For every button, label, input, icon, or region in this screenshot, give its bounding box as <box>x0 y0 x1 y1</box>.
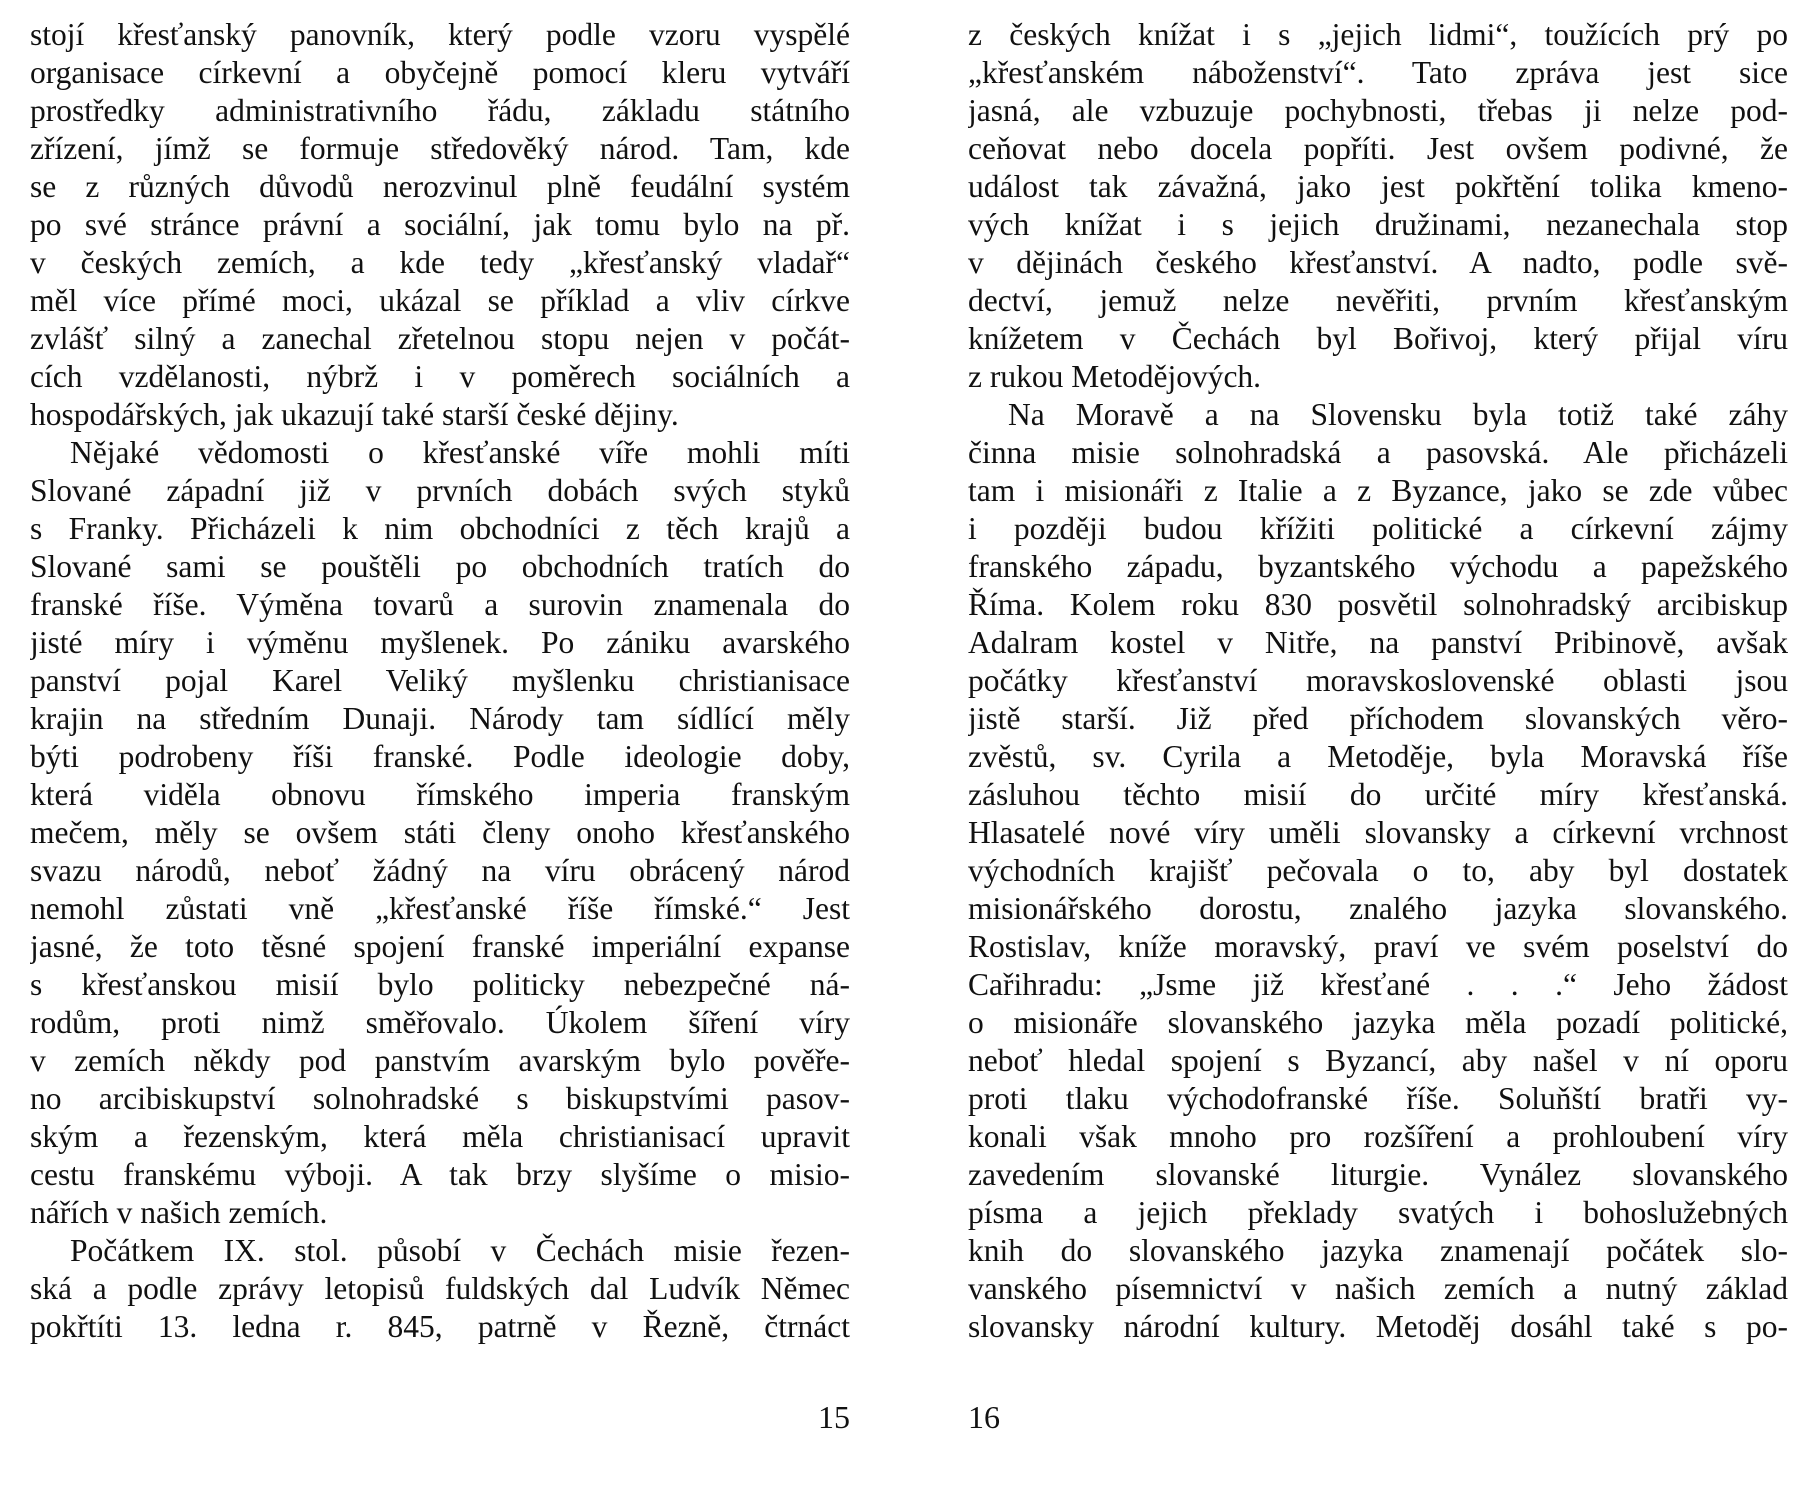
text-line: Slované sami se pouštěli po obchodních tratích do <box>30 549 850 584</box>
text-line: misionářského dorostu, znalého jazyka slovanského. <box>968 891 1788 926</box>
text-line: rodům, proti nimž směřovalo. Úkolem šíření víry <box>30 1005 850 1040</box>
text-line: měl více přímé moci, ukázal se příklad a vliv církve <box>30 283 850 318</box>
text-line: jistě starší. Již před příchodem slovanských věro- <box>968 701 1788 736</box>
text-line: východních krajišť pečovala o to, aby byl dostatek <box>968 853 1788 888</box>
text-line: nářích v našich zemích. <box>30 1195 328 1230</box>
text-line: Nějaké vědomosti o křesťanské víře mohli míti <box>70 435 850 470</box>
text-line: v zemích někdy pod panstvím avarským bylo pověře- <box>30 1043 850 1078</box>
text-line: hospodářských, jak ukazují také starší české dějiny. <box>30 397 679 432</box>
text-line: s křesťanskou misií bylo politicky nebezpečné ná- <box>30 967 850 1002</box>
text-line: zřízení, jímž se formuje středověký národ. Tam, kde <box>30 131 850 166</box>
text-line: neboť hledal spojení s Byzancí, aby našel v ní oporu <box>968 1043 1788 1078</box>
text-line: no arcibiskupství solnohradské s biskupstvími pasov- <box>30 1081 850 1116</box>
page-number: 15 <box>818 1399 850 1435</box>
text-line: organisace církevní a obyčejně pomocí kleru vytváří <box>30 55 850 90</box>
text-line: i později budou křížiti politické a církevní zájmy <box>968 511 1788 546</box>
text-line: cích vzdělanosti, nýbrž i v poměrech sociálních a <box>30 359 850 394</box>
text-line: ským a řezenským, která měla christianisací upravit <box>30 1119 850 1154</box>
text-line: počátky křesťanství moravskoslovenské oblasti jsou <box>968 663 1788 698</box>
text-line: z českých knížat i s „jejich lidmi“, toužících prý po <box>968 17 1788 52</box>
text-line: dectví, jemuž nelze nevěřiti, prvním křesťanským <box>968 283 1788 318</box>
text-line: ská a podle zprávy letopisů fuldských dal Ludvík Němec <box>30 1271 850 1306</box>
text-line: franské říše. Výměna tovarů a surovin znamenala do <box>30 587 850 622</box>
right-page <box>968 16 1788 1456</box>
text-line: se z různých důvodů nerozvinul plně feudální systém <box>30 169 850 204</box>
left-page <box>30 16 850 1456</box>
text-line: knížetem v Čechách byl Bořivoj, který přijal víru <box>968 321 1788 356</box>
text-line: proti tlaku východofranské říše. Soluňští bratři vy- <box>968 1081 1788 1116</box>
text-line: událost tak závažná, jako jest pokřtění tolika kmeno- <box>968 169 1788 204</box>
text-line: Cařihradu: „Jsme již křesťané . . .“ Jeho žádost <box>968 967 1788 1002</box>
text-line: zvěstů, sv. Cyrila a Metoděje, byla Moravská říše <box>968 739 1788 774</box>
page-number: 16 <box>968 1399 1000 1435</box>
text-line: ceňovat nebo docela popříti. Jest ovšem podivné, že <box>968 131 1788 166</box>
text-line: mečem, měly se ovšem státi členy onoho křesťanského <box>30 815 850 850</box>
text-line: po své stránce právní a sociální, jak tomu bylo na př. <box>30 207 850 242</box>
text-line: činna misie solnohradská a pasovská. Ale přicházeli <box>968 435 1788 470</box>
text-line: v dějinách českého křesťanství. A nadto, podle svě- <box>968 245 1788 280</box>
text-line: pokřtíti 13. ledna r. 845, patrně v Řezně, čtrnáct <box>30 1309 850 1344</box>
text-line: s Franky. Přicházeli k nim obchodníci z těch krajů a <box>30 511 850 546</box>
text-line: v českých zemích, a kde tedy „křesťanský vladař“ <box>30 245 850 280</box>
text-line: Na Moravě a na Slovensku byla totiž také záhy <box>1008 397 1788 432</box>
text-line: knih do slovanského jazyka znamenají počátek slo- <box>968 1233 1788 1268</box>
text-line: cestu franskému výboji. A tak brzy slyšíme o misio- <box>30 1157 850 1192</box>
text-line: svazu národů, neboť žádný na víru obrácený národ <box>30 853 850 888</box>
text-line: Slované západní již v prvních dobách svých styků <box>30 473 850 508</box>
text-line: zásluhou těchto misií do určité míry křesťanská. <box>968 777 1788 812</box>
text-line: franského západu, byzantského východu a papežského <box>968 549 1788 584</box>
text-line: Hlasatelé nové víry uměli slovansky a církevní vrchnost <box>968 815 1788 850</box>
text-line: Počátkem IX. stol. působí v Čechách misie řezen- <box>70 1233 850 1268</box>
text-line: prostředky administrativního řádu, základu státního <box>30 93 850 128</box>
text-line: slovansky národní kultury. Metoděj dosáhl také s po- <box>968 1309 1788 1344</box>
text-line: která viděla obnovu římského imperia franským <box>30 777 850 812</box>
text-line: tam i misionáři z Italie a z Byzance, jako se zde vůbec <box>968 473 1788 508</box>
text-line: stojí křesťanský panovník, který podle vzoru vyspělé <box>30 17 850 52</box>
text-line: Adalram kostel v Nitře, na panství Pribinově, avšak <box>968 625 1788 660</box>
text-line: jasná, ale vzbuzuje pochybnosti, třebas ji nelze pod- <box>968 93 1788 128</box>
text-line: býti podrobeny říši franské. Podle ideologie doby, <box>30 739 850 774</box>
text-line: panství pojal Karel Veliký myšlenku christianisace <box>30 663 850 698</box>
text-line: vanského písemnictví v našich zemích a nutný základ <box>968 1271 1788 1306</box>
text-line: zavedením slovanské liturgie. Vynález slovanského <box>968 1157 1788 1192</box>
text-line: Rostislav, kníže moravský, praví ve svém poselství do <box>968 929 1788 964</box>
text-line: z rukou Metodějových. <box>968 359 1262 394</box>
text-line: jisté míry i výměnu myšlenek. Po zániku avarského <box>30 625 850 660</box>
text-line: konali však mnoho pro rozšíření a prohloubení víry <box>968 1119 1788 1154</box>
text-line: o misionáře slovanského jazyka měla pozadí politické, <box>968 1005 1788 1040</box>
text-line: nemohl zůstati vně „křesťanské říše římské.“ Jest <box>30 891 850 926</box>
text-line: Říma. Kolem roku 830 posvětil solnohradský arcibiskup <box>968 587 1788 622</box>
text-line: „křesťanském náboženství“. Tato zpráva jest sice <box>968 55 1788 90</box>
text-line: vých knížat i s jejich družinami, nezanechala stop <box>968 207 1788 242</box>
text-line: písma a jejich překlady svatých i bohoslužebných <box>968 1195 1788 1230</box>
text-line: zvlášť silný a zanechal zřetelnou stopu nejen v počát- <box>30 321 850 356</box>
text-line: krajin na středním Dunaji. Národy tam sídlící měly <box>30 701 850 736</box>
text-line: jasné, že toto těsné spojení franské imperiální expanse <box>30 929 850 964</box>
